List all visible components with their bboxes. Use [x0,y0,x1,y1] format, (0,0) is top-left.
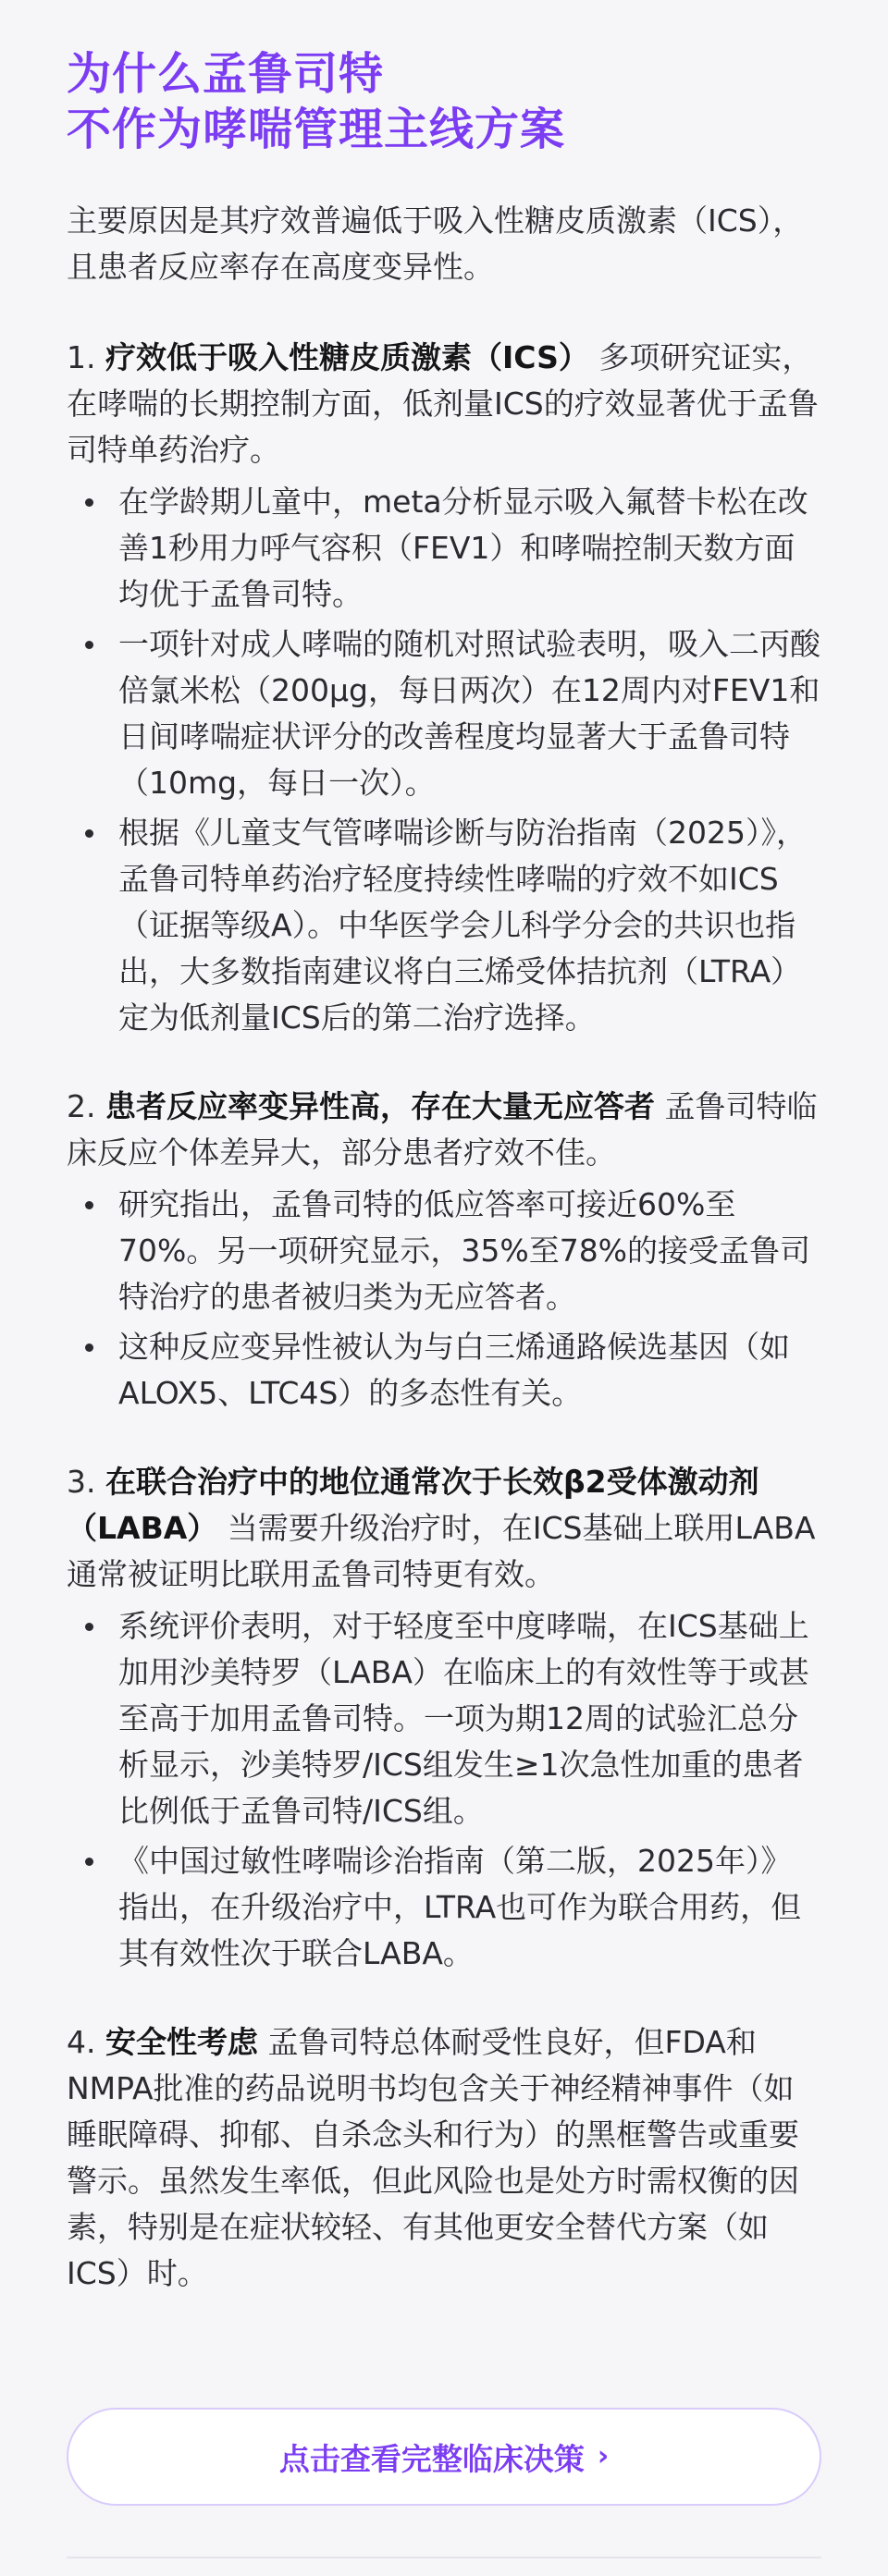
list-item [67,1324,821,1417]
bullet-dot-icon [85,1858,93,1866]
list-item [67,1182,821,1320]
section-1-heading: 疗效低于吸入性糖皮质激素（ICS） [105,339,589,375]
bullet-dot-icon [85,498,93,507]
bullet-dot-icon [85,641,93,649]
section-2-number: 2. [67,1088,96,1124]
section-1-head [67,335,821,473]
section-4-text: 孟鲁司特总体耐受性良好，但FDA和NMPA批准的药品说明书均包含关于神经精神事件（如睡眠障碍、抑郁、自杀念头和行为）的黑框警告或重要警示。虽然发生率低，但此风险也是处方时需权衡的因素，特别是在症状较轻、有其他更安全替代方案（如ICS）时。 [67,2024,799,2291]
intro-paragraph: 主要原因是其疗效普遍低于吸入性糖皮质激素（ICS），且患者反应率存在高度变异性。 [67,202,804,285]
bullet-text: 在学龄期儿童中，meta分析显示吸入氟替卡松在改善1秒用力呼气容积（FEV1）和哮喘控制天数方面均优于孟鲁司特。 [118,484,808,612]
section-4-heading: 安全性考虑 [105,2024,258,2060]
bullet-text: 一项针对成人哮喘的随机对照试验表明，吸入二丙酸倍氯米松（200μg，每日两次）在12周内对FEV1和日间哮喘症状评分的改善程度均显著大于孟鲁司特（10mg，每日一次）。 [118,626,820,801]
section-3-bullets [67,1603,821,1977]
section-4-head [67,2019,821,2297]
list-item [67,479,821,618]
divider [67,2557,821,2558]
title-line-1: 为什么孟鲁司特 [67,48,385,100]
section-1-number: 1. [67,339,96,375]
section-4 [67,2019,821,2297]
section-2-bullets [67,1182,821,1417]
chevron-right-icon: › [597,2439,610,2472]
section-3-number: 3. [67,1464,96,1500]
bullet-dot-icon [85,1623,93,1631]
bullet-dot-icon [85,1201,93,1209]
section-1 [67,335,821,1041]
bullet-dot-icon [85,829,93,838]
page-title [67,46,821,157]
bullet-text: 《中国过敏性哮喘诊治指南（第二版，2025年）》指出，在升级治疗中，LTRA也可作为联合用药，但其有效性次于联合LABA。 [118,1843,802,1971]
list-item [67,810,821,1041]
section-1-text: 多项研究证实，在哮喘的长期控制方面，低剂量ICS的疗效显著优于孟鲁司特单药治疗。 [67,339,819,468]
section-2-text: 孟鲁司特临床反应个体差异大，部分患者疗效不佳。 [67,1088,818,1171]
section-4-number: 4. [67,2024,96,2060]
section-3-heading: 在联合治疗中的地位通常次于长效β2受体激动剂（LABA） [67,1464,759,1546]
title-line-2: 不作为哮喘管理主线方案 [67,104,566,155]
bullet-text: 研究指出，孟鲁司特的低应答率可接近60%至70%。另一项研究显示，35%至78%的接受孟鲁司特治疗的患者被归类为无应答者。 [118,1186,811,1315]
bullet-text: 根据《儿童支气管哮喘诊断与防治指南（2025）》，孟鲁司特单药治疗轻度持续性哮喘的疗效不如ICS（证据等级A）。中华医学会儿科学分会的共识也指出，大多数指南建议将白三烯受体拮抗剂（LTRA）定为低剂量ICS后的第二治疗选择。 [118,815,807,1036]
bullet-text: 这种反应变异性被认为与白三烯通路候选基因（如ALOX5、LTC4S）的多态性有关。 [118,1329,790,1411]
view-full-decision-label: 点击查看完整临床决策 [278,2440,585,2477]
section-1-bullets [67,479,821,1041]
view-full-decision-button[interactable] [67,2408,821,2506]
section-3-head [67,1459,821,1598]
bullet-text: 系统评价表明，对于轻度至中度哮喘，在ICS基础上加用沙美特罗（LABA）在临床上的有效性等于或甚至高于加用孟鲁司特。一项为期12周的试验汇总分析显示，沙美特罗/ICS组发生≥1次急性加重的患者比例低于孟鲁司特/ICS组。 [118,1608,809,1829]
bullet-dot-icon [85,1343,93,1352]
list-item [67,1603,821,1834]
list-item [67,1838,821,1977]
list-item [67,621,821,806]
section-3 [67,1459,821,1977]
section-2 [67,1084,821,1417]
section-2-head [67,1084,821,1176]
section-3-text: 当需要升级治疗时，在ICS基础上联用LABA通常被证明比联用孟鲁司特更有效。 [67,1510,816,1592]
section-2-heading: 患者反应率变异性高，存在大量无应答者 [105,1088,655,1124]
